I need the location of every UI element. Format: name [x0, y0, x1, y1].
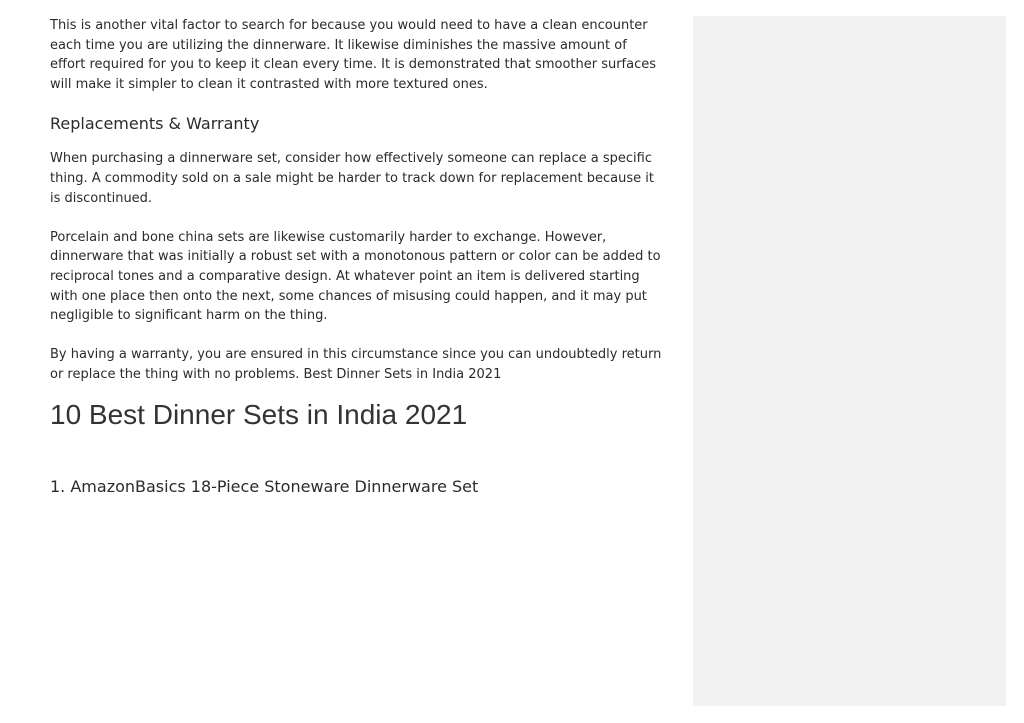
- main-heading: 10 Best Dinner Sets in India 2021: [50, 398, 468, 430]
- replacements-heading: Replacements & Warranty: [50, 114, 260, 134]
- replacement-paragraph: When purchasing a dinnerware set, consider how effectively someone can replace a specific thing. A commodity sold on a sale might be harder to track down for replacement because it is discontinued.: [50, 151, 654, 206]
- article-content: [50, 16, 662, 497]
- exchange-paragraph: Porcelain and bone china sets are likewise customarily harder to exchange. However, dinnerware that was initially a robust set with a monotonous pattern or color can be added to reciprocal tones and a comparative design. At whatever point an item is delivered starting with one place then onto the next, some chances of misusing could happen, and it may put negligible to significant harm on the thing.: [50, 229, 661, 324]
- sidebar-ad-area: [693, 16, 1006, 706]
- warranty-paragraph: By having a warranty, you are ensured in this circumstance since you can undoubtedly return or replace the thing with no problems. Best Dinner Sets in India 2021: [50, 347, 662, 382]
- intro-paragraph: This is another vital factor to search for because you would need to have a clean encounter each time you are utilizing the dinnerware. It likewise diminishes the massive amount of effort required for you to keep it clean every time. It is demonstrated that smoother surfaces will make it simpler to clean it contrasted with more textured ones.: [50, 18, 657, 92]
- product-heading: 1. AmazonBasics 18-Piece Stoneware Dinnerware Set: [50, 476, 479, 496]
